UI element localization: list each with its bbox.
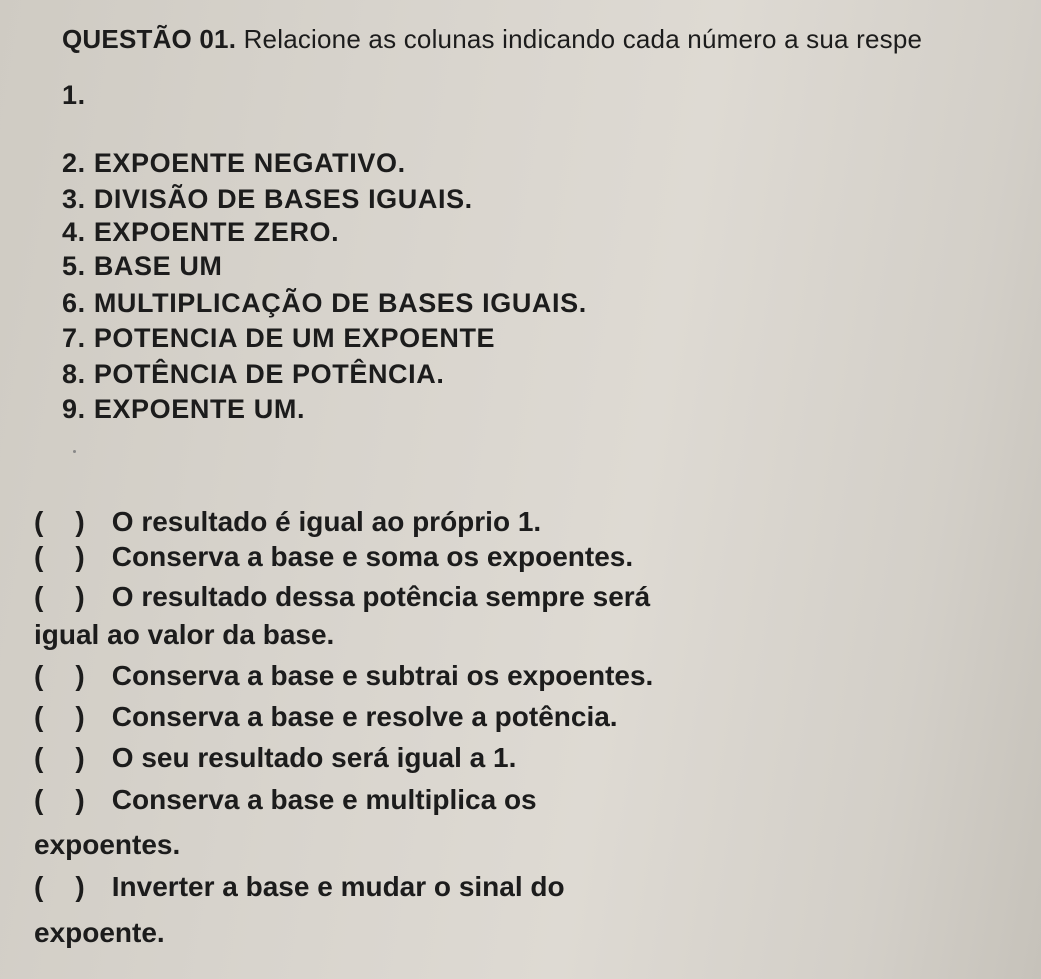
list-item: 8. POTÊNCIA DE POTÊNCIA. xyxy=(62,359,445,389)
statement-text: Conserva a base e multiplica os xyxy=(111,784,537,815)
list-item: 5. BASE UM xyxy=(62,251,223,281)
answer-blank[interactable]: ( ) xyxy=(34,784,85,815)
question-instruction: Relacione as colunas indicando cada número a sua respe xyxy=(243,24,923,54)
statement-continuation: expoente. xyxy=(34,917,165,948)
answer-blank[interactable]: ( ) xyxy=(34,581,85,612)
statement-text: Conserva a base e subtrai os expoentes. xyxy=(111,660,654,691)
list-item: 6. MULTIPLICAÇÃO DE BASES IGUAIS. xyxy=(62,288,587,318)
statement-text: Inverter a base e mudar o sinal do xyxy=(111,871,565,902)
answer-blank[interactable]: ( ) xyxy=(34,541,85,572)
list-item: 7. POTENCIA DE UM EXPOENTE xyxy=(62,323,496,353)
statement-row xyxy=(34,783,537,817)
statement-row xyxy=(34,741,516,775)
statement-row xyxy=(34,700,618,734)
statement-row xyxy=(34,580,650,614)
list-item: 2. EXPOENTE NEGATIVO. xyxy=(62,148,406,178)
statement-text: Conserva a base e soma os expoentes. xyxy=(111,541,634,572)
statement-row xyxy=(34,540,633,574)
statement-row xyxy=(34,870,565,904)
answer-blank[interactable]: ( ) xyxy=(34,871,85,902)
statement-row xyxy=(34,505,541,539)
statement-text: O resultado dessa potência sempre será xyxy=(111,581,651,612)
list-item: 1. xyxy=(62,80,86,110)
list-item: 4. EXPOENTE ZERO. xyxy=(62,217,340,247)
question-label: QUESTÃO 01. xyxy=(62,24,237,54)
statement-row xyxy=(34,659,653,693)
answer-blank[interactable]: ( ) xyxy=(34,701,85,732)
statement-text: O seu resultado será igual a 1. xyxy=(111,742,517,773)
list-item: 3. DIVISÃO DE BASES IGUAIS. xyxy=(62,184,473,214)
answer-blank[interactable]: ( ) xyxy=(34,742,85,773)
answer-blank[interactable]: ( ) xyxy=(34,660,85,691)
statement-continuation: igual ao valor da base. xyxy=(34,619,335,650)
list-item: 9. EXPOENTE UM. xyxy=(62,394,306,424)
statement-text: Conserva a base e resolve a potência. xyxy=(111,701,618,732)
statement-text: O resultado é igual ao próprio 1. xyxy=(111,506,542,537)
statement-continuation: expoentes. xyxy=(34,829,181,860)
question-heading xyxy=(62,22,1041,56)
answer-blank[interactable]: ( ) xyxy=(34,506,85,537)
ink-speck xyxy=(73,450,76,453)
